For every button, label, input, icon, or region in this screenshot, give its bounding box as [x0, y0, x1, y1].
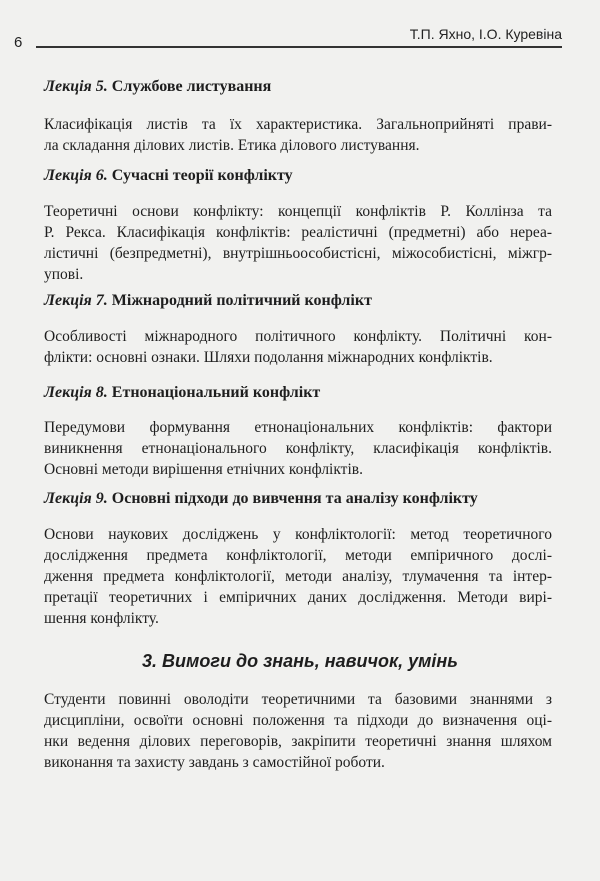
- lecture-title: Сучасні теорії конфлікту: [111, 167, 293, 184]
- text-line: ла складання ділових листів. Етика ділового листування.: [44, 137, 420, 154]
- lecture-6-heading: [44, 167, 293, 185]
- text-line: Теоретичні основи конфлікту: концепції конфліктів Р. Коллінза та: [44, 203, 552, 220]
- lecture-6-text: [44, 201, 552, 285]
- text-line: Р. Рекса. Класифікація конфліктів: реалістичні (предметні) або нереа-: [44, 224, 552, 241]
- text-line: дження предмета конфліктології, методи аналізу, тлумачення та інтер-: [44, 568, 552, 585]
- text-line: лістичні (безпредметні), внутрішньоособистісні, міжособистісні, міжгр-: [44, 245, 552, 262]
- text-line: Основи наукових досліджень у конфліктології: метод теоретичного: [44, 526, 552, 543]
- text-line: упові.: [44, 266, 84, 283]
- lecture-label: Лекція 5.: [44, 78, 108, 95]
- section-title: 3. Вимоги до знань, навичок, умінь: [142, 651, 458, 671]
- lecture-label: Лекція 8.: [44, 384, 108, 401]
- lecture-9-text: [44, 524, 552, 629]
- lecture-label: Лекція 9.: [44, 490, 108, 507]
- lecture-label: Лекція 6.: [44, 167, 108, 184]
- lecture-9-heading: [44, 490, 478, 508]
- lecture-title: Етнонаціональний конфлікт: [111, 384, 321, 401]
- text-line: Класифікація листів та їх характеристика. Загальноприйняті прави-: [44, 116, 552, 133]
- text-line: дослідження предмета конфліктології, методи емпіричного дослі-: [44, 547, 552, 564]
- page-number: 6: [14, 34, 23, 51]
- text-line: Студенти повинні оволодіти теоретичними та базовими знаннями з: [44, 691, 552, 708]
- lecture-title: Міжнародний політичний конфлікт: [111, 292, 372, 309]
- lecture-title: Основні підходи до вивчення та аналізу конфлікту: [111, 490, 478, 507]
- section-text: [44, 689, 552, 773]
- lecture-title: Службове листування: [111, 78, 272, 95]
- text-line: претації теоретичних і емпіричних даних дослідження. Методи вирі-: [44, 589, 552, 606]
- text-line: виникнення етнонаціонального конфлікту, класифікація конфліктів.: [44, 440, 552, 457]
- lecture-5-text: [44, 114, 552, 156]
- lecture-8-text: [44, 417, 552, 480]
- text-line: флікти: основні ознаки. Шляхи подолання міжнародних конфліктів.: [44, 349, 493, 366]
- text-line: Основні методи вирішення етнічних конфліктів.: [44, 461, 363, 478]
- lecture-label: Лекція 7.: [44, 292, 108, 309]
- running-head-authors: Т.П. Яхно, І.О. Куревіна: [409, 26, 562, 42]
- lecture-5-heading: [44, 78, 271, 96]
- text-line: Передумови формування етнонаціональних конфліктів: фактори: [44, 419, 552, 436]
- lecture-7-text: [44, 326, 552, 368]
- text-line: нки ведення ділових переговорів, закріпити теоретичні знання шляхом: [44, 733, 552, 750]
- text-line: дисципліни, освоїти основні положення та підходи до визначення оці-: [44, 712, 552, 729]
- text-line: виконання та захисту завдань з самостійної роботи.: [44, 754, 385, 771]
- text-line: шення конфлікту.: [44, 610, 159, 627]
- text-line: Особливості міжнародного політичного конфлікту. Політичні кон-: [44, 328, 552, 345]
- lecture-7-heading: [44, 292, 372, 310]
- header-rule: [36, 46, 562, 48]
- lecture-8-heading: [44, 384, 320, 402]
